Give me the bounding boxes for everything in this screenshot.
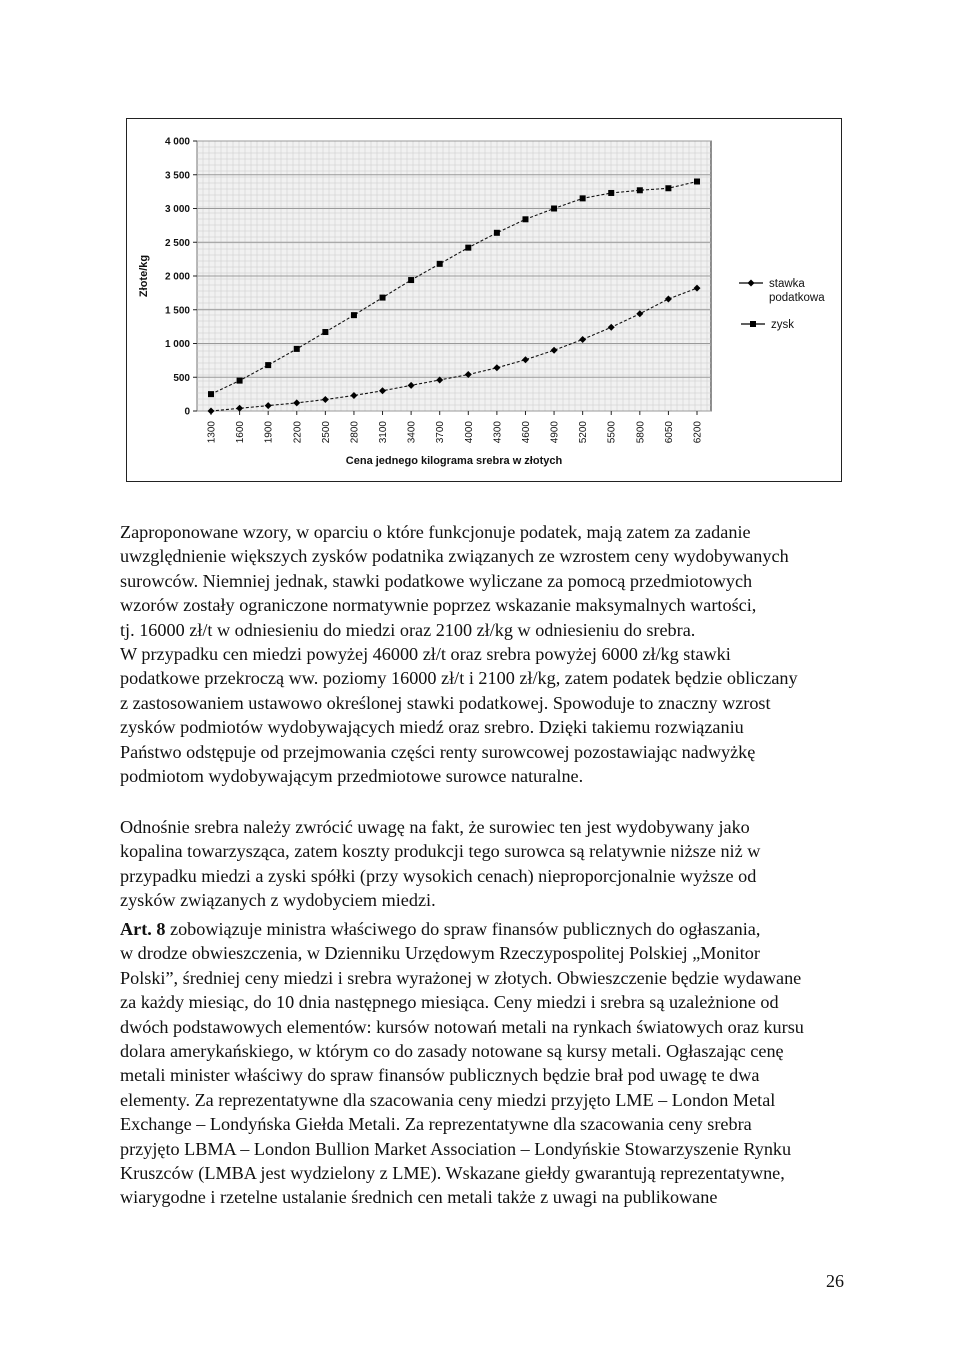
y-tick-label: 3 500 (164, 170, 190, 182)
line-chart (127, 119, 843, 483)
legend-label-zysk: zysk (771, 319, 794, 331)
text-line: uwzględnienie większych zysków podatnika związanych ze wzrostem ceny wydobywanych (120, 546, 789, 567)
text-line: podmiotom wydobywającym przedmiotowe surowce naturalne. (120, 766, 584, 787)
chart-frame (126, 118, 842, 482)
data-point-zysk (665, 185, 671, 191)
text-line: w drodze obwieszczenia, w Dzienniku Urzędowym Rzeczypospolitej Polskiej „Monitor (120, 943, 760, 964)
legend-marker-zysk (750, 321, 756, 327)
text-line: wiarygodne i rzetelne ustalanie średnich cen metali także z uwagi na publikowane (120, 1187, 718, 1208)
legend-marker-stawka (748, 280, 755, 287)
article-8-paragraph (120, 917, 852, 1210)
legend-label-stawka: stawka podatkowa (769, 278, 825, 304)
text-line: W przypadku cen miedzi powyżej 46000 zł/t oraz srebra powyżej 6000 zł/kg stawki (120, 644, 731, 665)
y-tick-label: 2 500 (164, 237, 190, 249)
x-tick-label: 5200 (578, 421, 590, 444)
text-line: zysków podmiotów wydobywających miedź oraz srebro. Dzięki takiemu rozwiązaniu (120, 717, 744, 738)
text-line: elementy. Za reprezentatywne dla szacowania ceny miedzi przyjęto LME – London Metal (120, 1089, 776, 1110)
text-line: tj. 16000 zł/t w odniesieniu do miedzi oraz 2100 zł/kg w odniesieniu do srebra. (120, 619, 696, 640)
x-axis-title: Cena jednego kilograma srebra w złotych (345, 455, 563, 467)
data-point-zysk (437, 261, 443, 267)
data-point-zysk (522, 216, 528, 222)
text-line: zysków związanych z wydobyciem miedzi. (120, 890, 436, 911)
data-point-zysk (494, 230, 500, 236)
data-point-zysk (237, 378, 243, 384)
data-point-zysk (265, 362, 271, 368)
text-line: dolara amerykańskiego, w którym co do zasady notowane są kursy metali. Ogłaszając cenę (120, 1041, 784, 1062)
text-line: z zastosowaniem ustawowo określonej stawki podatkowej. Spowoduje to znaczny wzrost (120, 692, 771, 713)
x-tick-label: 5500 (606, 421, 618, 444)
x-tick-label: 2200 (292, 421, 304, 444)
text-line: wzorów zostały ograniczone normatywnie poprzez wskazanie maksymalnych wartości, (120, 595, 757, 616)
article-label: Art. 8 (120, 919, 166, 939)
x-tick-label: 1600 (235, 421, 247, 444)
data-point-zysk (694, 179, 700, 185)
text-line: Polski”, średniej ceny miedzi i srebra wyrażonej w złotych. Obwieszczenie będzie wydawane (120, 967, 802, 988)
x-tick-label: 3400 (406, 421, 418, 444)
text-line: Kruszców (LMBA jest wydzielony z LME). Wskazane giełdy gwarantują reprezentatywne, (120, 1163, 785, 1184)
data-point-zysk (637, 187, 643, 193)
x-tick-label: 2800 (349, 421, 361, 444)
article-first-line: zobowiązuje ministra właściwego do spraw finansów publicznych do ogłaszania, (165, 919, 761, 939)
y-tick-label: 500 (173, 372, 190, 384)
y-tick-label: 2 000 (164, 271, 190, 283)
text-line: kopalina towarzysząca, zatem koszty produkcji tego surowca są relatywnie niższe niż w (120, 841, 761, 862)
data-point-zysk (380, 295, 386, 301)
text-line: dwóch podstawowych elementów: kursów notowań metali na rynkach światowych oraz kursu (120, 1016, 804, 1037)
text-line: przyjęto LBMA – London Bullion Market Association – Londyńskie Stowarzyszenie Rynku (120, 1138, 792, 1159)
x-tick-label: 6200 (692, 421, 704, 444)
y-tick-label: 3 000 (164, 204, 190, 215)
x-tick-label: 4600 (520, 421, 532, 444)
data-point-zysk (551, 206, 557, 212)
page-number: 26 (826, 1271, 844, 1291)
text-line: przypadku miedzi a zyski spółki (przy wysokich cenach) nieproporcjonalnie wyższe od (120, 865, 757, 886)
data-point-zysk (465, 245, 471, 251)
y-tick-label: 4 000 (164, 136, 190, 148)
data-point-zysk (322, 329, 328, 335)
text-line: podatkowe przekroczą ww. poziomy 16000 zł/t i 2100 zł/kg, zatem podatek będzie obliczany (120, 668, 798, 689)
y-tick-label: 1 500 (164, 305, 190, 317)
text-line: Odnośnie srebra należy zwrócić uwagę na fakt, że surowiec ten jest wydobywany jako (120, 817, 750, 837)
text-line: za każdy miesiąc, do 10 dnia następnego miesiąca. Ceny miedzi i srebra są uzależnione od (120, 992, 779, 1013)
paragraph-2 (120, 815, 852, 913)
data-point-zysk (294, 346, 300, 352)
text-line: Państwo odstępuje od przejmowania części renty surowcowej pozostawiając nadwyżkę (120, 741, 756, 762)
x-tick-label: 3700 (435, 421, 447, 444)
x-tick-label: 4900 (549, 421, 561, 444)
y-tick-label: 1 000 (164, 339, 190, 350)
y-axis-title: Złote/kg (138, 254, 150, 298)
data-point-zysk (208, 391, 214, 397)
text-line: Exchange – Londyńska Giełda Metali. Za reprezentatywne dla szacowania ceny srebra (120, 1114, 752, 1135)
x-tick-label: 3100 (378, 421, 390, 444)
data-point-zysk (580, 195, 586, 201)
x-tick-label: 1300 (206, 421, 218, 444)
data-point-zysk (408, 277, 414, 283)
text-line: metali minister właściwy do spraw finansów publicznych będzie brał pod uwagę te dwa (120, 1065, 760, 1086)
x-tick-label: 5800 (635, 421, 647, 444)
x-tick-label: 4000 (463, 421, 475, 444)
text-line: Zaproponowane wzory, w oparciu o które funkcjonuje podatek, mają zatem za zadanie (120, 522, 751, 542)
x-tick-label: 1900 (263, 421, 275, 444)
x-tick-label: 6050 (663, 421, 675, 444)
paragraph-1 (120, 520, 852, 788)
data-point-zysk (351, 312, 357, 318)
y-tick-label: 0 (184, 406, 190, 418)
x-tick-label: 2500 (320, 421, 332, 444)
text-line: surowców. Niemniej jednak, stawki podatkowe wyliczane za pomocą przedmiotowych (120, 570, 753, 591)
x-tick-label: 4300 (492, 421, 504, 444)
data-point-zysk (608, 190, 614, 196)
